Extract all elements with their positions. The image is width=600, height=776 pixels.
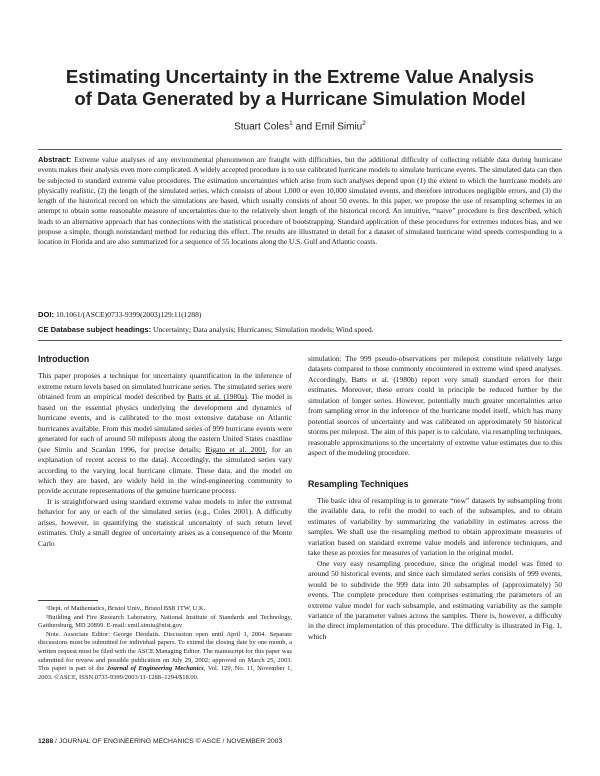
doi-value[interactable]: 10.1061/(ASCE)0733-9399(2003)129:11(1288)	[55, 310, 202, 319]
author-2: Emil Simiu	[315, 121, 363, 133]
footnote-1: ¹Dept. of Mathematics, Bristol Univ., Bristol BS8 1TW, U.K.	[46, 605, 206, 612]
abstract-top-rule	[38, 149, 562, 150]
doi-line	[38, 310, 562, 320]
right-paragraph-1: simulation: The 999 pseudo-observations per milepost constitute relatively large datasets compared to those commonly encountered in extreme wind speed analyses. Accordingly, Batts et al. (1980b) report very small standard errors for their estimates. Moreover, these errors could in principle be reduced further by the simulation of longer series. However, potentially much greater uncertainties arise from sampling error in the inference of the hurricane model itself, which has many potential sources of uncertainty and was calibrated on approximately 50 historical storms per milepost. The aim of this paper is to calculate, via resampling techniques, reasonable approximations to the uncertainty of extreme value estimates due to this aspect of the modeling procedure.	[308, 354, 562, 458]
author-1-mark: 1	[289, 120, 293, 127]
journal-name: Journal of Engineering Mechanics	[106, 665, 204, 673]
author-1: Stuart Coles	[234, 121, 290, 133]
author-2-mark: 2	[362, 120, 366, 127]
introduction-paragraph-1	[38, 371, 292, 496]
title-line-2: of Data Generated by a Hurricane Simulation Model	[74, 88, 526, 109]
intro-text-a: This paper proposes a technique for uncertainty quantification in the inference of extreme return levels based on simulated hurricane series. The simulated series were obtained from an empirical model described by	[38, 371, 292, 402]
editorial-note-text-b: , Vol. 129, No. 11, November 1, 2003. ©ASCE, ISSN 0733-9399/2003/11-1288–1294/$18.00.	[38, 665, 292, 681]
footnotes	[38, 605, 292, 682]
intro-text-c: , for an explanation of recent access to the data). Accordingly, the simulated series vary according to the varying local hurricane climate. These data, and the model on which they are based, are widely held in the wind-engineering community to provide accurate representations of the genuine hurricane process.	[38, 444, 293, 496]
footnote-2: ²Building and Fire Research Laboratory, National Institute of Standards and Technology, Gaithersburg, MD 20899. E-mail: emil.simiu@nist.gov	[38, 613, 292, 630]
abstract-bottom-rule	[38, 340, 562, 341]
batts-citation-link[interactable]: Batts et al. (1980a)	[187, 392, 247, 402]
author-connector: and	[292, 121, 316, 133]
footnote-rule	[38, 600, 98, 601]
doi-label: DOI:	[38, 310, 55, 319]
left-column	[38, 354, 292, 549]
resampling-paragraph-1: The basic idea of resampling is to generate “new” datasets by subsampling from the available data, to refit the model to each of the subsamples, and to obtain estimates of variability by summarizing the variability in estimates across the samples. We shall use the resampling method to obtain approximate measures of variation based on standard extreme value models and inference techniques, and take these as proxies for measures of variation in the original model.	[308, 495, 562, 558]
intro-text-b: . The model is based on the essential physics underlying the development and dynamics of hurricane events, and is calibrated to the most extensive database on Atlantic hurricanes available. From this model simulated series of 999 hurricane events were generated for each of around 50 mileposts along the eastern United States coastline (see Simiu and Scanlan 1996, for precise details;	[38, 392, 292, 454]
page-number: 1288	[38, 738, 54, 745]
abstract-label: Abstract:	[38, 155, 72, 164]
subject-headings-label: CE Database subject headings:	[38, 325, 152, 334]
subject-headings-line	[38, 325, 562, 335]
footer-text: / JOURNAL OF ENGINEERING MECHANICS © ASCE / NOVEMBER 2003	[53, 738, 283, 745]
title-line-1: Estimating Uncertainty in the Extreme Value Analysis	[65, 66, 535, 87]
paper-title	[40, 66, 560, 110]
introduction-heading: Introduction	[38, 354, 90, 364]
introduction-paragraph-2: It is straightforward using standard extreme value models to infer the extremal behavior for any or each of the simulated series (e.g., Coles 2001). A difficulty arises, however, in quantifying the statistical uncertainty of such return level estimates. Only a small degree of uncertainty arises as a consequence of the Monte Carlo	[38, 496, 292, 548]
abstract-text: Extreme value analyses of any environmental phenomenon are fraught with difficulties, but the additional difficulty of collecting reliable data during hurricane events makes their analysis even more complicated. A widely accepted procedure is to use calibrated hurricane models to simulate hurricane events. The simulated data can then be subjected to standard extreme value procedures. The estimation uncertainties which arise from such analyses depend upon (1) the extent to which the hurricane models are physically realistic, (2) the length of the simulated series, which consists of about 1,000 or even 10,000 simulated events, and therefore introduces negligible errors, and (3) the length of the historical record on which the simulations are based, which usually consists of about 50 events. In this paper, we propose the use of resampling schemes in an attempt to obtain some reasonable measure of uncertainties due to the relatively short length of the historical record. An intuitive, “naive” procedure is first described, which leads to an alternative approach that has connections with the statistical procedure of bootstrapping. Standard application of these procedures for extremes induces bias, and we propose a simple, though nonstandard method for reducing this effect. The results are illustrated in detail for a dataset of simulated hurricane wind speeds corresponding to a location in Florida and are also summarized for a sequence of 55 locations along the U.S. Gulf and Atlantic coasts.	[38, 155, 562, 247]
page-footer	[38, 738, 282, 745]
resampling-heading: Resampling Techniques	[308, 478, 409, 489]
subject-headings-value: Uncertainty; Data analysis; Hurricanes; Simulation models; Wind speed.	[153, 325, 374, 334]
editorial-note-text-a: Note. Associate Editor: George Deodatis. Discussion open until April 1, 2004. Separate discussions must be submitted for individual papers. To extend the closing date by one month, a written request must be filed with the ASCE Managing Editor. The manuscript for this paper was submitted for review and possible publication on July 29, 2002; approved on March 25, 2003. This paper is part of the	[38, 630, 292, 673]
abstract	[38, 155, 562, 248]
resampling-paragraph-2: One very easy resampling procedure, since the original model was fitted to around 50 historical events, and since each simulated series consists of 999 events, would be to subdivide the 999 data into 20 subsamples of (approximately) 50 events. The complete procedure then comprises estimating the parameters of an extreme value model for each subsample, and estimating variability as the sample variance of the parameter values across the samples. There is, however, a difficulty in the direct implementation of this procedure. The difficulty is illustrated in Fig. 1, which	[308, 558, 562, 641]
right-column	[308, 354, 562, 642]
editorial-note	[38, 631, 292, 683]
author-line	[40, 120, 560, 132]
rigato-citation-link[interactable]: Rigato et al. 2001	[205, 444, 266, 454]
